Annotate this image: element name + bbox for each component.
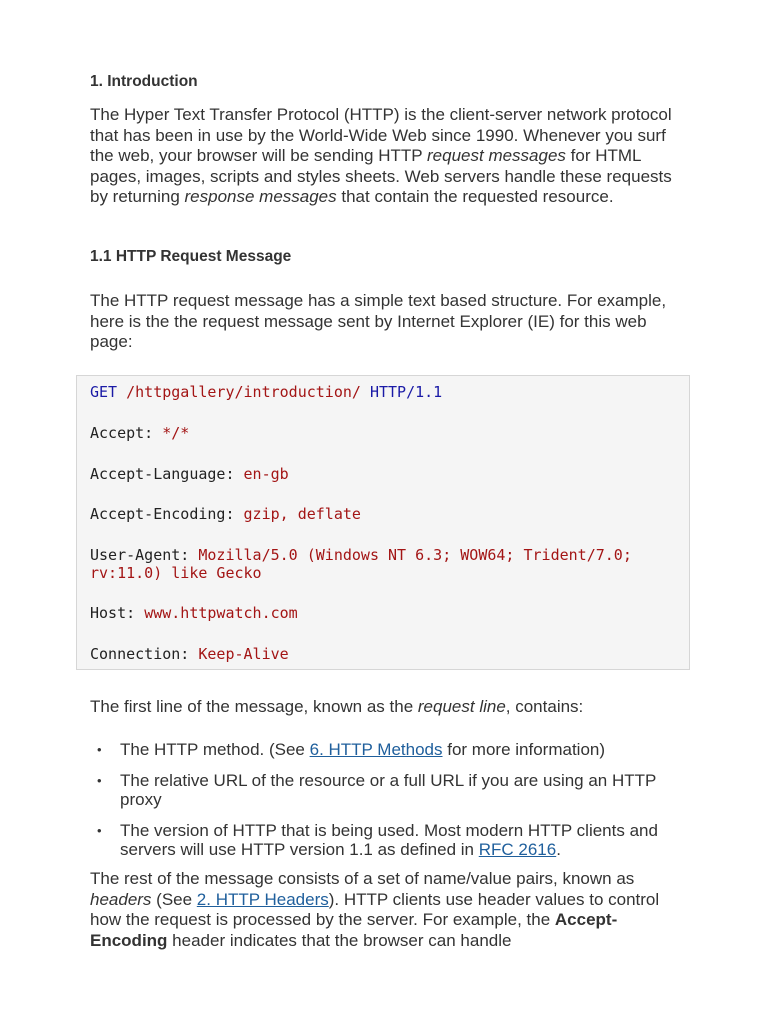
code-header-host: Host: www.httpwatch.com bbox=[90, 604, 298, 622]
code-header-accept: Accept: */* bbox=[90, 424, 190, 442]
code-request-line: GET /httpgallery/introduction/ HTTP/1.1 bbox=[90, 383, 443, 401]
section-heading-request-message: 1.1 HTTP Request Message bbox=[90, 248, 292, 265]
request-line-list bbox=[90, 740, 690, 859]
link-http-headers[interactable]: 2. HTTP Headers bbox=[196, 889, 329, 909]
code-header-user-agent: User-Agent: Mozilla/5.0 (Windows NT 6.3; WOW64; Trident/7.0; bbox=[90, 546, 632, 564]
bullet-icon: • bbox=[97, 823, 102, 838]
code-header-accept-encoding: Accept-Encoding: gzip, deflate bbox=[90, 505, 361, 523]
http-request-code-block bbox=[76, 375, 690, 670]
bullet-icon: • bbox=[97, 773, 102, 788]
list-item-method: • The HTTP method. (See 6. HTTP Methods for more information) bbox=[97, 740, 606, 759]
code-header-connection: Connection: Keep-Alive bbox=[90, 645, 289, 663]
headers-paragraph: The rest of the message consists of a set of name/value pairs, known as headers (See 2. HTTP Headers). HTTP clients use header values to control how the request is processed by the server. For example, the Accept-Encoding header indicates that the browser can handle bbox=[90, 869, 660, 950]
code-header-accept-language: Accept-Language: en-gb bbox=[90, 465, 289, 483]
list-item-url: • The relative URL of the resource or a full URL if you are using an HTTP proxy bbox=[97, 771, 657, 809]
request-line-paragraph: The first line of the message, known as the request line, contains: bbox=[90, 697, 584, 716]
code-header-user-agent-cont: rv:11.0) like Gecko bbox=[90, 564, 262, 582]
intro-paragraph: The Hyper Text Transfer Protocol (HTTP) is the client-server network protocol that has been in use by the World-Wide Web since 1990. Whenever you surf the web, your browser will be sending HTTP request messages for HTML pages, images, scripts and styles sheets. Web servers handle these requests by returning response messages that contain the requested resource. bbox=[90, 105, 672, 206]
bullet-icon: • bbox=[97, 742, 102, 757]
section-heading-introduction: 1. Introduction bbox=[90, 73, 198, 90]
lower-content bbox=[90, 697, 690, 950]
list-item-version: • The version of HTTP that is being used. Most modern HTTP clients and servers will use HTTP version 1.1 as defined in RFC 2616. bbox=[97, 821, 658, 859]
request-intro-paragraph: The HTTP request message has a simple text based structure. For example, here is the the request message sent by Internet Explorer (IE) for this web page: bbox=[90, 291, 667, 351]
link-http-methods[interactable]: 6. HTTP Methods bbox=[309, 740, 443, 759]
link-rfc-2616[interactable]: RFC 2616 bbox=[478, 840, 557, 859]
